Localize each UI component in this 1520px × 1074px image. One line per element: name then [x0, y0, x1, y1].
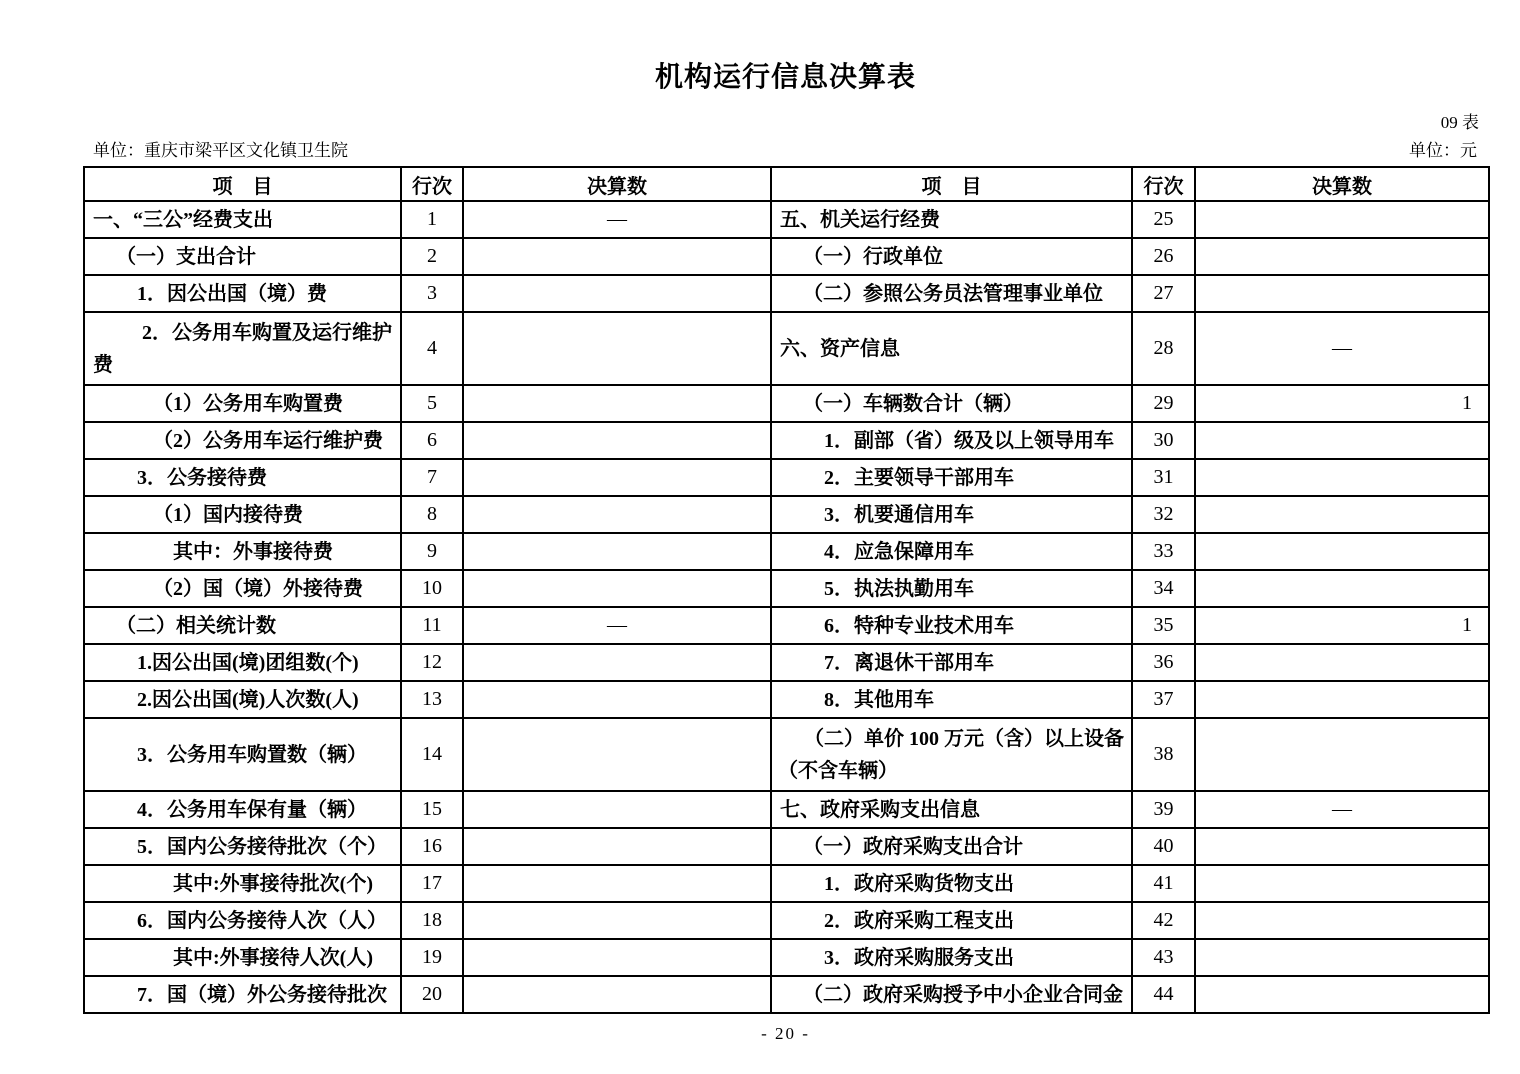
item-label: 7．离退休干部用车: [771, 644, 1132, 681]
page-number: - 20 -: [761, 1024, 810, 1043]
row-number: 6: [401, 422, 463, 459]
final-accounts-table: [83, 166, 1490, 1014]
amount-value: [1195, 681, 1489, 718]
table-row: [84, 902, 1489, 939]
row-number: 41: [1132, 865, 1195, 902]
item-label: 3．公务用车购置数（辆）: [84, 718, 401, 791]
amount-value: 1: [1195, 385, 1489, 422]
item-label: 4．应急保障用车: [771, 533, 1132, 570]
item-label: 1．政府采购货物支出: [771, 865, 1132, 902]
row-number: 15: [401, 791, 463, 828]
row-number: 43: [1132, 939, 1195, 976]
row-number: 5: [401, 385, 463, 422]
table-row: [84, 791, 1489, 828]
row-number: 12: [401, 644, 463, 681]
item-label: （一）政府采购支出合计: [771, 828, 1132, 865]
row-number: 39: [1132, 791, 1195, 828]
row-number: 29: [1132, 385, 1195, 422]
amount-value: —: [1195, 791, 1489, 828]
item-label: 7．国（境）外公务接待批次: [84, 976, 401, 1013]
row-number: 26: [1132, 238, 1195, 275]
item-label: 3．公务接待费: [84, 459, 401, 496]
table-row: [84, 644, 1489, 681]
item-label: 1.因公出国(境)团组数(个): [84, 644, 401, 681]
row-number: 1: [401, 201, 463, 238]
amount-value: [463, 238, 771, 275]
item-label: 其中:外事接待人次(人): [84, 939, 401, 976]
amount-value: [463, 312, 771, 385]
item-label: 3．机要通信用车: [771, 496, 1132, 533]
row-number: 30: [1132, 422, 1195, 459]
amount-value: [463, 422, 771, 459]
amount-value: [1195, 238, 1489, 275]
page-title: 机构运行信息决算表: [654, 62, 916, 93]
header-item-right: 项 目: [771, 167, 1132, 201]
row-number: 16: [401, 828, 463, 865]
row-number: 34: [1132, 570, 1195, 607]
item-label: 6．特种专业技术用车: [771, 607, 1132, 644]
row-number: 4: [401, 312, 463, 385]
table-row: [84, 385, 1489, 422]
amount-value: [463, 385, 771, 422]
table-body: [84, 201, 1489, 1013]
item-label: （1）国内接待费: [84, 496, 401, 533]
table-row: [84, 533, 1489, 570]
sheet-number-label: 09 表: [1440, 113, 1479, 132]
amount-value: [1195, 865, 1489, 902]
amount-value: —: [1195, 312, 1489, 385]
row-number: 36: [1132, 644, 1195, 681]
row-number: 37: [1132, 681, 1195, 718]
amount-value: [463, 681, 771, 718]
item-label: 2．公务用车购置及运行维护费: [84, 312, 401, 385]
amount-value: [1195, 533, 1489, 570]
row-number: 2: [401, 238, 463, 275]
item-label: 2．政府采购工程支出: [771, 902, 1132, 939]
item-label: 8．其他用车: [771, 681, 1132, 718]
table-row: [84, 312, 1489, 385]
amount-value: [1195, 201, 1489, 238]
amount-value: [1195, 459, 1489, 496]
item-label: 五、机关运行经费: [771, 201, 1132, 238]
row-number: 27: [1132, 275, 1195, 312]
header-rowno-left: 行次: [401, 167, 463, 201]
amount-value: [1195, 902, 1489, 939]
item-label: （二）政府采购授予中小企业合同金: [771, 976, 1132, 1013]
row-number: 35: [1132, 607, 1195, 644]
amount-value: [463, 939, 771, 976]
amount-value: [463, 644, 771, 681]
table-row: [84, 275, 1489, 312]
item-label: 2．主要领导干部用车: [771, 459, 1132, 496]
item-label: 其中:外事接待批次(个): [84, 865, 401, 902]
row-number: 33: [1132, 533, 1195, 570]
item-label: 5．执法执勤用车: [771, 570, 1132, 607]
item-label: 1．因公出国（境）费: [84, 275, 401, 312]
meta-row: [83, 136, 1488, 161]
header-rowno-right: 行次: [1132, 167, 1195, 201]
amount-value: [463, 718, 771, 791]
table-row: [84, 607, 1489, 644]
amount-value: [463, 459, 771, 496]
item-label: （二）相关统计数: [84, 607, 401, 644]
table-row: [84, 422, 1489, 459]
amount-value: [1195, 828, 1489, 865]
amount-value: [463, 976, 771, 1013]
amount-value: [463, 902, 771, 939]
item-label: 一、“三公”经费支出: [84, 201, 401, 238]
header-amount-left: 决算数: [463, 167, 771, 201]
item-label: 2.因公出国(境)人次数(人): [84, 681, 401, 718]
item-label: 6．国内公务接待人次（人）: [84, 902, 401, 939]
table-row: [84, 976, 1489, 1013]
item-label: （一）行政单位: [771, 238, 1132, 275]
amount-value: [463, 275, 771, 312]
amount-value: —: [463, 607, 771, 644]
row-number: 13: [401, 681, 463, 718]
row-number: 10: [401, 570, 463, 607]
row-number: 17: [401, 865, 463, 902]
amount-value: —: [463, 201, 771, 238]
header-amount-right: 决算数: [1195, 167, 1489, 201]
item-label: 七、政府采购支出信息: [771, 791, 1132, 828]
table-row: [84, 939, 1489, 976]
item-label: （2）公务用车运行维护费: [84, 422, 401, 459]
row-number: 9: [401, 533, 463, 570]
table-row: [84, 828, 1489, 865]
amount-value: [463, 828, 771, 865]
row-number: 42: [1132, 902, 1195, 939]
row-number: 3: [401, 275, 463, 312]
row-number: 31: [1132, 459, 1195, 496]
item-label: （一）支出合计: [84, 238, 401, 275]
row-number: 32: [1132, 496, 1195, 533]
item-label: 六、资产信息: [771, 312, 1132, 385]
item-label: （1）公务用车购置费: [84, 385, 401, 422]
amount-value: [1195, 718, 1489, 791]
amount-value: [1195, 275, 1489, 312]
table-row: [84, 201, 1489, 238]
table-row: [84, 718, 1489, 791]
table-row: [84, 459, 1489, 496]
amount-value: [463, 791, 771, 828]
row-number: 11: [401, 607, 463, 644]
table-header-row: [84, 167, 1489, 201]
row-number: 40: [1132, 828, 1195, 865]
table-row: [84, 865, 1489, 902]
amount-value: [1195, 422, 1489, 459]
table-row: [84, 238, 1489, 275]
item-label: （二）单价 100 万元（含）以上设备（不含车辆）: [771, 718, 1132, 791]
table-row: [84, 496, 1489, 533]
unit-name-label: 单位：重庆市梁平区文化镇卫生院: [93, 141, 348, 160]
row-number: 14: [401, 718, 463, 791]
amount-value: 1: [1195, 607, 1489, 644]
item-label: 1．副部（省）级及以上领导用车: [771, 422, 1132, 459]
amount-value: [1195, 939, 1489, 976]
table-row: [84, 570, 1489, 607]
row-number: 38: [1132, 718, 1195, 791]
amount-value: [1195, 644, 1489, 681]
row-number: 28: [1132, 312, 1195, 385]
item-label: （一）车辆数合计（辆）: [771, 385, 1132, 422]
row-number: 44: [1132, 976, 1195, 1013]
item-label: （二）参照公务员法管理事业单位: [771, 275, 1132, 312]
item-label: 其中：外事接待费: [84, 533, 401, 570]
table-row: [84, 681, 1489, 718]
row-number: 25: [1132, 201, 1195, 238]
row-number: 19: [401, 939, 463, 976]
amount-value: [1195, 496, 1489, 533]
item-label: （2）国（境）外接待费: [84, 570, 401, 607]
item-label: 4．公务用车保有量（辆）: [84, 791, 401, 828]
unit-currency-label: 单位：元: [1409, 141, 1477, 160]
amount-value: [463, 533, 771, 570]
row-number: 20: [401, 976, 463, 1013]
item-label: 3．政府采购服务支出: [771, 939, 1132, 976]
row-number: 8: [401, 496, 463, 533]
amount-value: [463, 570, 771, 607]
header-item-left: 项 目: [84, 167, 401, 201]
amount-value: [463, 496, 771, 533]
amount-value: [1195, 570, 1489, 607]
item-label: 5．国内公务接待批次（个）: [84, 828, 401, 865]
row-number: 18: [401, 902, 463, 939]
row-number: 7: [401, 459, 463, 496]
amount-value: [1195, 976, 1489, 1013]
amount-value: [463, 865, 771, 902]
